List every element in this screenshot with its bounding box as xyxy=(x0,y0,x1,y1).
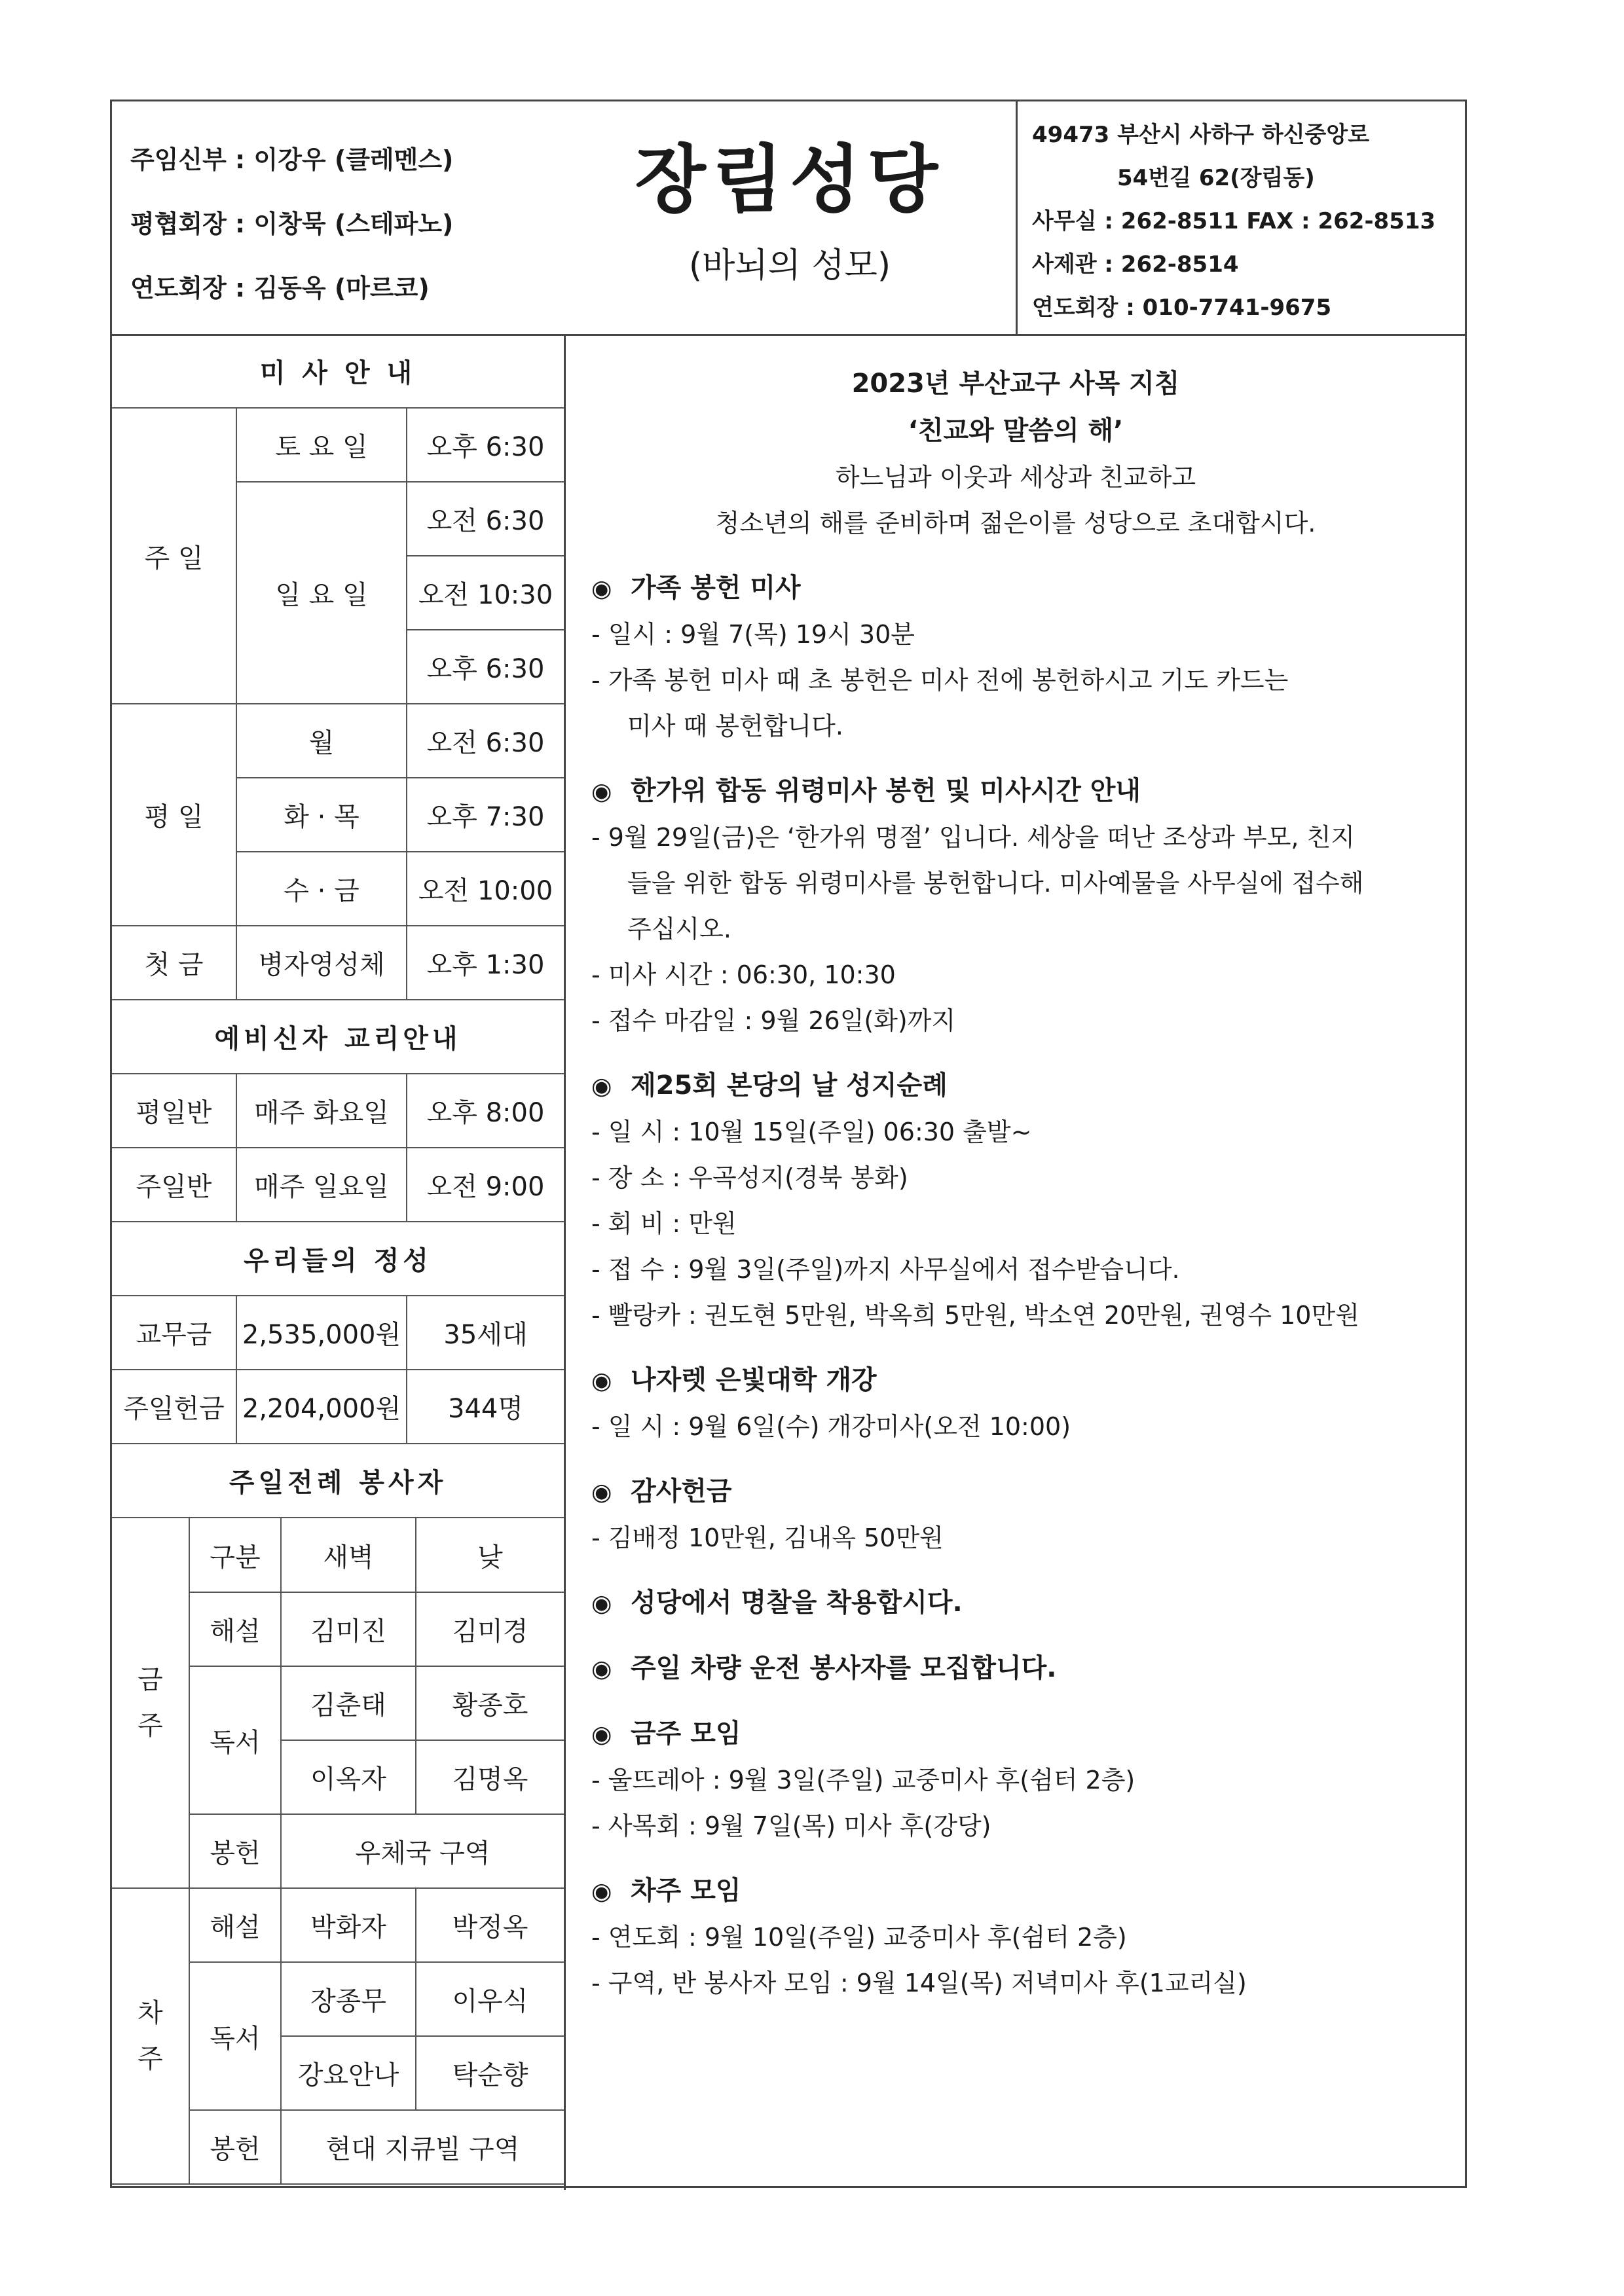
notice-detail: - 빨랑카 : 권도현 5만원, 박옥희 5만원, 박소연 20만원, 권영수 10만원 xyxy=(591,1301,1359,1330)
schedule-table xyxy=(112,334,564,1518)
sunday-day-label: 일 요 일 xyxy=(236,482,407,704)
this-reader2-dawn: 이옥자 xyxy=(281,1740,416,1814)
right-column xyxy=(570,334,1461,2190)
dues-label: 교무금 xyxy=(112,1296,236,1370)
sunday-class-label: 주일반 xyxy=(112,1148,236,1222)
contact-info xyxy=(1016,101,1469,334)
tue-thu-time: 오후 7:30 xyxy=(407,778,564,852)
bullet-icon: ◉ xyxy=(591,1878,612,1905)
address-line-1: 49473 부산시 사하구 하신중앙로 xyxy=(1032,122,1370,148)
rectory-phone: 사제관 : 262-8514 xyxy=(1032,251,1239,278)
this-commentary-label: 해설 xyxy=(189,1592,281,1666)
servers-table xyxy=(112,1518,564,2185)
notice-detail: - 접수 마감일 : 9월 26일(화)까지 xyxy=(591,1006,956,1035)
notice-title-text: 차주 모임 xyxy=(631,1876,741,1906)
notice-item xyxy=(591,1357,1461,1449)
first-friday-label: 첫 금 xyxy=(112,926,236,1000)
office-phone: 사무실 : 262-8511 FAX : 262-8513 xyxy=(1032,208,1436,234)
this-commentary-dawn: 김미진 xyxy=(281,1592,416,1666)
monday-label: 월 xyxy=(236,704,407,778)
next-reader1-day: 이우식 xyxy=(416,1962,564,2036)
sunday-mass-label: 주 일 xyxy=(112,408,236,704)
notice-title xyxy=(591,564,1461,611)
next-commentary-label: 해설 xyxy=(189,1888,281,1962)
notice-item xyxy=(591,767,1461,1044)
notice-detail: - 구역, 반 봉사자 모임 : 9월 14일(목) 저녁미사 후(1교리실) xyxy=(591,1969,1247,1997)
notice-detail: - 가족 봉헌 미사 때 초 봉헌은 미사 전에 봉헌하시고 기도 카드는 xyxy=(591,666,1289,695)
next-reader-label: 독서 xyxy=(189,1962,281,2110)
bullet-icon: ◉ xyxy=(591,778,612,805)
bulletin-header xyxy=(112,101,1465,336)
notice-detail: - 접 수 : 9월 3일(주일)까지 사무실에서 접수받습니다. xyxy=(591,1255,1180,1284)
wed-fri-time: 오전 10:00 xyxy=(407,852,564,926)
this-offertory-label: 봉헌 xyxy=(189,1814,281,1888)
church-title-block xyxy=(564,101,1016,334)
bullet-icon: ◉ xyxy=(591,1656,612,1683)
sunday-time-2: 오전 10:30 xyxy=(407,556,564,630)
notice-title xyxy=(591,1579,1461,1626)
col-day: 낮 xyxy=(416,1518,564,1592)
next-week-label xyxy=(112,1888,189,2184)
notice-detail: - 김배정 10만원, 김내옥 50만원 xyxy=(591,1523,944,1552)
notice-detail: - 회 비 : 만원 xyxy=(591,1209,737,1238)
notice-title xyxy=(591,1867,1461,1914)
notice-title-text: 제25회 본당의 날 성지순례 xyxy=(631,1070,948,1101)
bullet-icon: ◉ xyxy=(591,1721,612,1748)
league-phone: 연도회장 : 010-7741-9675 xyxy=(1032,295,1332,321)
sunday-class-time: 오전 9:00 xyxy=(407,1148,564,1222)
servers-title: 주일전례 봉사자 xyxy=(112,1444,564,1518)
notice-detail: - 연도회 : 9월 10일(주일) 교중미사 후(쉼터 2층) xyxy=(591,1923,1127,1952)
sick-communion: 병자영성체 xyxy=(236,926,407,1000)
bulletin-page xyxy=(110,100,1467,2188)
church-name: 장림성당 xyxy=(635,137,945,223)
wed-fri-label: 수 · 금 xyxy=(236,852,407,926)
staff-info xyxy=(130,128,556,320)
guideline-title: 2023년 부산교구 사목 지침 xyxy=(851,369,1180,399)
notice-title-text: 감사헌금 xyxy=(631,1476,732,1506)
weekday-class-label: 평일반 xyxy=(112,1074,236,1148)
next-offertory-group: 현대 지큐빌 구역 xyxy=(281,2110,564,2184)
sunday-collection-label: 주일헌금 xyxy=(112,1370,236,1444)
sunday-collection-count: 344명 xyxy=(407,1370,564,1444)
this-week-label xyxy=(112,1518,189,1888)
notice-title xyxy=(591,1062,1461,1109)
notice-item xyxy=(591,1645,1461,1692)
tue-thu-label: 화 · 목 xyxy=(236,778,407,852)
bullet-icon: ◉ xyxy=(591,575,612,602)
monday-time: 오전 6:30 xyxy=(407,704,564,778)
address-line-2: 54번길 62(장림동) xyxy=(1117,165,1315,191)
notice-title xyxy=(591,1710,1461,1757)
guideline-line-1: 하느님과 이웃과 세상과 친교하고 xyxy=(835,463,1196,492)
notice-detail: - 9월 29일(금)은 ‘한가위 명절’ 입니다. 세상을 떠난 조상과 부모, 친지 xyxy=(591,823,1355,852)
sunday-time-3: 오후 6:30 xyxy=(407,630,564,704)
church-patron: (바뇌의 성모) xyxy=(688,246,891,285)
notice-detail: - 일 시 : 10월 15일(주일) 06:30 출발~ xyxy=(591,1118,1032,1146)
left-column xyxy=(112,334,566,2190)
guideline-theme: ‘친교와 말씀의 해’ xyxy=(908,416,1124,446)
bullet-icon: ◉ xyxy=(591,1073,612,1100)
notice-title-text: 나자렛 은빛대학 개강 xyxy=(631,1365,877,1395)
next-offertory-label: 봉헌 xyxy=(189,2110,281,2184)
mass-guide-title: 미 사 안 내 xyxy=(112,334,564,408)
notice-detail: - 일시 : 9월 7(목) 19시 30분 xyxy=(591,620,915,649)
next-commentary-dawn: 박화자 xyxy=(281,1888,416,1962)
notice-item xyxy=(591,1062,1461,1338)
notice-title xyxy=(591,767,1461,814)
first-friday-time: 오후 1:30 xyxy=(407,926,564,1000)
notice-title xyxy=(591,1357,1461,1404)
notice-title-text: 주일 차량 운전 봉사자를 모집합니다. xyxy=(631,1653,1057,1683)
notice-title-text: 금주 모임 xyxy=(631,1719,741,1749)
council-president: 평협회장 : 이창묵 (스테파노) xyxy=(130,210,454,238)
notice-detail: 들을 위한 합동 위령미사를 봉헌합니다. 미사예물을 사무실에 접수해 xyxy=(627,869,1364,898)
notice-detail: - 일 시 : 9월 6일(수) 개강미사(오전 10:00) xyxy=(591,1412,1071,1441)
sunday-class-day: 매주 일요일 xyxy=(236,1148,407,1222)
notice-detail: - 미사 시간 : 06:30, 10:30 xyxy=(591,960,896,989)
col-dawn: 새벽 xyxy=(281,1518,416,1592)
next-reader2-day: 탁순향 xyxy=(416,2036,564,2110)
col-type: 구분 xyxy=(189,1518,281,1592)
notice-item xyxy=(591,1710,1461,1849)
next-week-text: 차 주 xyxy=(138,1998,163,2074)
notice-item xyxy=(591,1579,1461,1626)
bullet-icon: ◉ xyxy=(591,1590,612,1617)
notice-list xyxy=(570,564,1461,2024)
this-reader2-day: 김명옥 xyxy=(416,1740,564,1814)
notice-title-text: 한가위 합동 위령미사 봉헌 및 미사시간 안내 xyxy=(631,776,1141,806)
notice-title xyxy=(591,1468,1461,1515)
notice-detail: - 장 소 : 우곡성지(경북 봉화) xyxy=(591,1163,908,1192)
dues-count: 35세대 xyxy=(407,1296,564,1370)
notice-title xyxy=(591,1645,1461,1692)
bullet-icon: ◉ xyxy=(591,1479,612,1506)
this-week-text: 금 주 xyxy=(138,1665,163,1741)
catechumen-title: 예비신자 교리안내 xyxy=(112,1000,564,1074)
guideline-line-2: 청소년의 해를 준비하며 젊은이를 성당으로 초대합시다. xyxy=(715,509,1316,538)
this-reader1-day: 황종호 xyxy=(416,1666,564,1740)
notice-item xyxy=(591,1468,1461,1561)
saturday-label: 토 요 일 xyxy=(236,408,407,482)
next-reader1-dawn: 장종무 xyxy=(281,1962,416,2036)
notice-title-text: 성당에서 명찰을 착용합시다. xyxy=(631,1588,963,1618)
notice-detail: 주십시오. xyxy=(627,915,731,943)
notice-item xyxy=(591,564,1461,749)
pastor-name: 주임신부 : 이강우 (클레멘스) xyxy=(130,145,454,174)
sunday-collection-amount: 2,204,000원 xyxy=(236,1370,407,1444)
sunday-time-1: 오전 6:30 xyxy=(407,482,564,556)
notice-item xyxy=(591,1867,1461,2006)
notice-title-text: 가족 봉헌 미사 xyxy=(631,573,801,603)
weekday-class-day: 매주 화요일 xyxy=(236,1074,407,1148)
league-president: 연도회장 : 김동옥 (마르코) xyxy=(130,274,430,302)
saturday-time: 오후 6:30 xyxy=(407,408,564,482)
notice-detail: 미사 때 봉헌합니다. xyxy=(627,712,843,740)
next-reader2-dawn: 강요안나 xyxy=(281,2036,416,2110)
weekday-mass-label: 평 일 xyxy=(112,704,236,926)
weekday-class-time: 오후 8:00 xyxy=(407,1074,564,1148)
this-offertory-group: 우체국 구역 xyxy=(281,1814,564,1888)
this-commentary-day: 김미경 xyxy=(416,1592,564,1666)
notice-detail: - 사목회 : 9월 7일(목) 미사 후(강당) xyxy=(591,1812,991,1840)
next-commentary-day: 박정옥 xyxy=(416,1888,564,1962)
pastoral-guideline xyxy=(570,360,1461,546)
this-reader1-dawn: 김춘태 xyxy=(281,1666,416,1740)
dues-amount: 2,535,000원 xyxy=(236,1296,407,1370)
notice-detail: - 울뜨레아 : 9월 3일(주일) 교중미사 후(쉼터 2층) xyxy=(591,1766,1135,1795)
offering-title: 우리들의 정성 xyxy=(112,1222,564,1296)
this-reader-label: 독서 xyxy=(189,1666,281,1814)
bullet-icon: ◉ xyxy=(591,1368,612,1394)
